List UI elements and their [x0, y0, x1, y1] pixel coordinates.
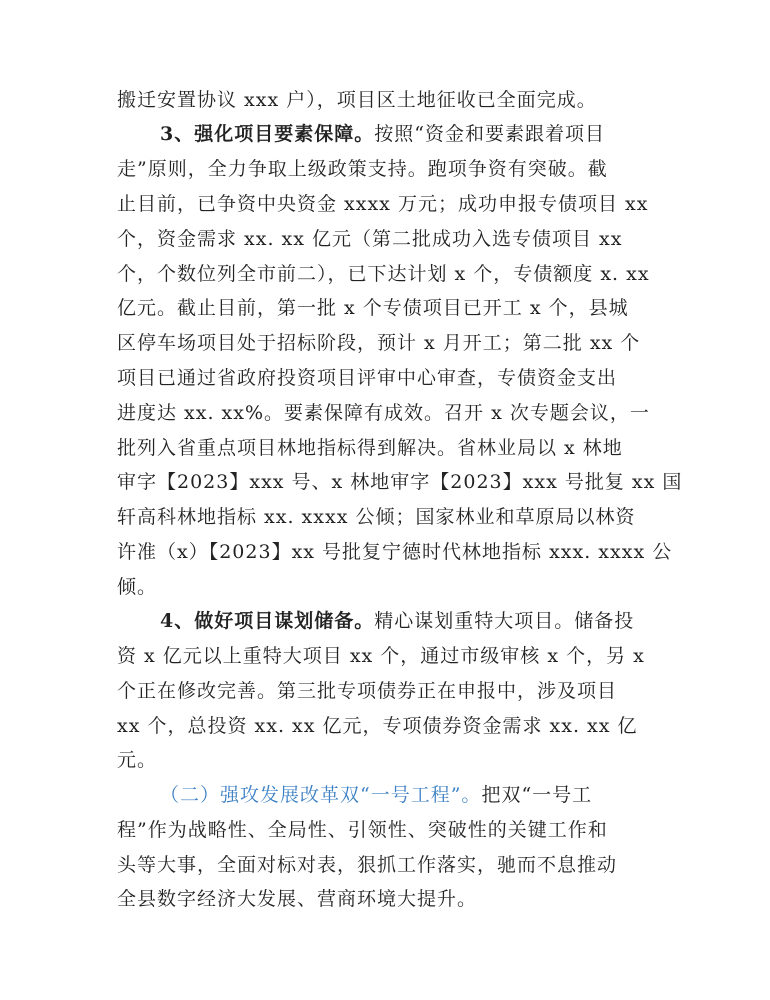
text-line-23: 头等大事，全面对标对表，狠抓工作落实，驰而不息推动: [117, 854, 618, 876]
heading-3: 3、强化项目要素保障。: [160, 123, 375, 145]
section-heading-2-line: （二）强攻发展改革双“一号工程”。把双“一号工: [160, 784, 593, 806]
text-line-13: 轩高科林地指标 xx. xxxx 公倾；国家林业和草原局以林资: [117, 506, 636, 528]
section-heading-2: （二）强攻发展改革双“一号工程”。: [160, 784, 482, 806]
text-line-6: 个，个数位列全市前二），已下达计划 x 个，专债额度 x. xx: [117, 263, 650, 285]
text-line-3: 走”原则，全力争取上级政策支持。跑项争资有突破。截: [117, 158, 608, 180]
text-line-19: xx 个，总投资 xx. xx 亿元，专项债券资金需求 xx. xx 亿: [117, 715, 638, 737]
text-line-15: 倾。: [117, 576, 158, 598]
text-line-24: 全县数字经济大发展、营商环境大提升。: [117, 888, 478, 910]
text-line-17: 资 x 亿元以上重特大项目 xx 个，通过市级审核 x 个，另 x: [117, 645, 645, 667]
text-line-14: 许准（x）【2023】xx 号批复宁德时代林地指标 xxx. xxxx 公: [117, 541, 673, 563]
heading-3-line: 3、强化项目要素保障。按照“资金和要素跟着项目: [160, 123, 605, 145]
heading-4: 4、做好项目谋划储备。: [160, 610, 375, 632]
text-line-18: 个正在修改完善。第三批专项债券正在申报中，涉及项目: [117, 680, 618, 702]
text-line-11: 批列入省重点项目林地指标得到解决。省林业局以 x 林地: [117, 437, 623, 459]
text-line-20: 元。: [117, 749, 158, 771]
text-line-8: 区停车场项目处于招标阶段，预计 x 月开工；第二批 xx 个: [117, 332, 641, 354]
text-line-22: 程”作为战略性、全局性、引领性、突破性的关键工作和: [117, 819, 608, 841]
text-line-7: 亿元。截止目前，第一批 x 个专债项目已开工 x 个，县城: [117, 297, 629, 319]
text-line-5: 个，资金需求 xx. xx 亿元（第二批成功入选专债项目 xx: [117, 228, 623, 250]
text-line-4: 止目前，已争资中央资金 xxxx 万元；成功申报专债项目 xx: [117, 193, 649, 215]
heading-4-line: 4、做好项目谋划储备。精心谋划重特大项目。储备投: [160, 610, 635, 632]
text-line-1: 搬迁安置协议 xxx 户），项目区土地征收已全面完成。: [117, 89, 597, 111]
text-line-10: 进度达 xx. xx%。要素保障有成效。召开 x 次专题会议，一: [117, 402, 650, 424]
text-line-12: 审字【2023】xxx 号、x 林地审字【2023】xxx 号批复 xx 国: [117, 471, 683, 493]
text-line-9: 项目已通过省政府投资项目评审中心审查，专债资金支出: [117, 367, 618, 389]
